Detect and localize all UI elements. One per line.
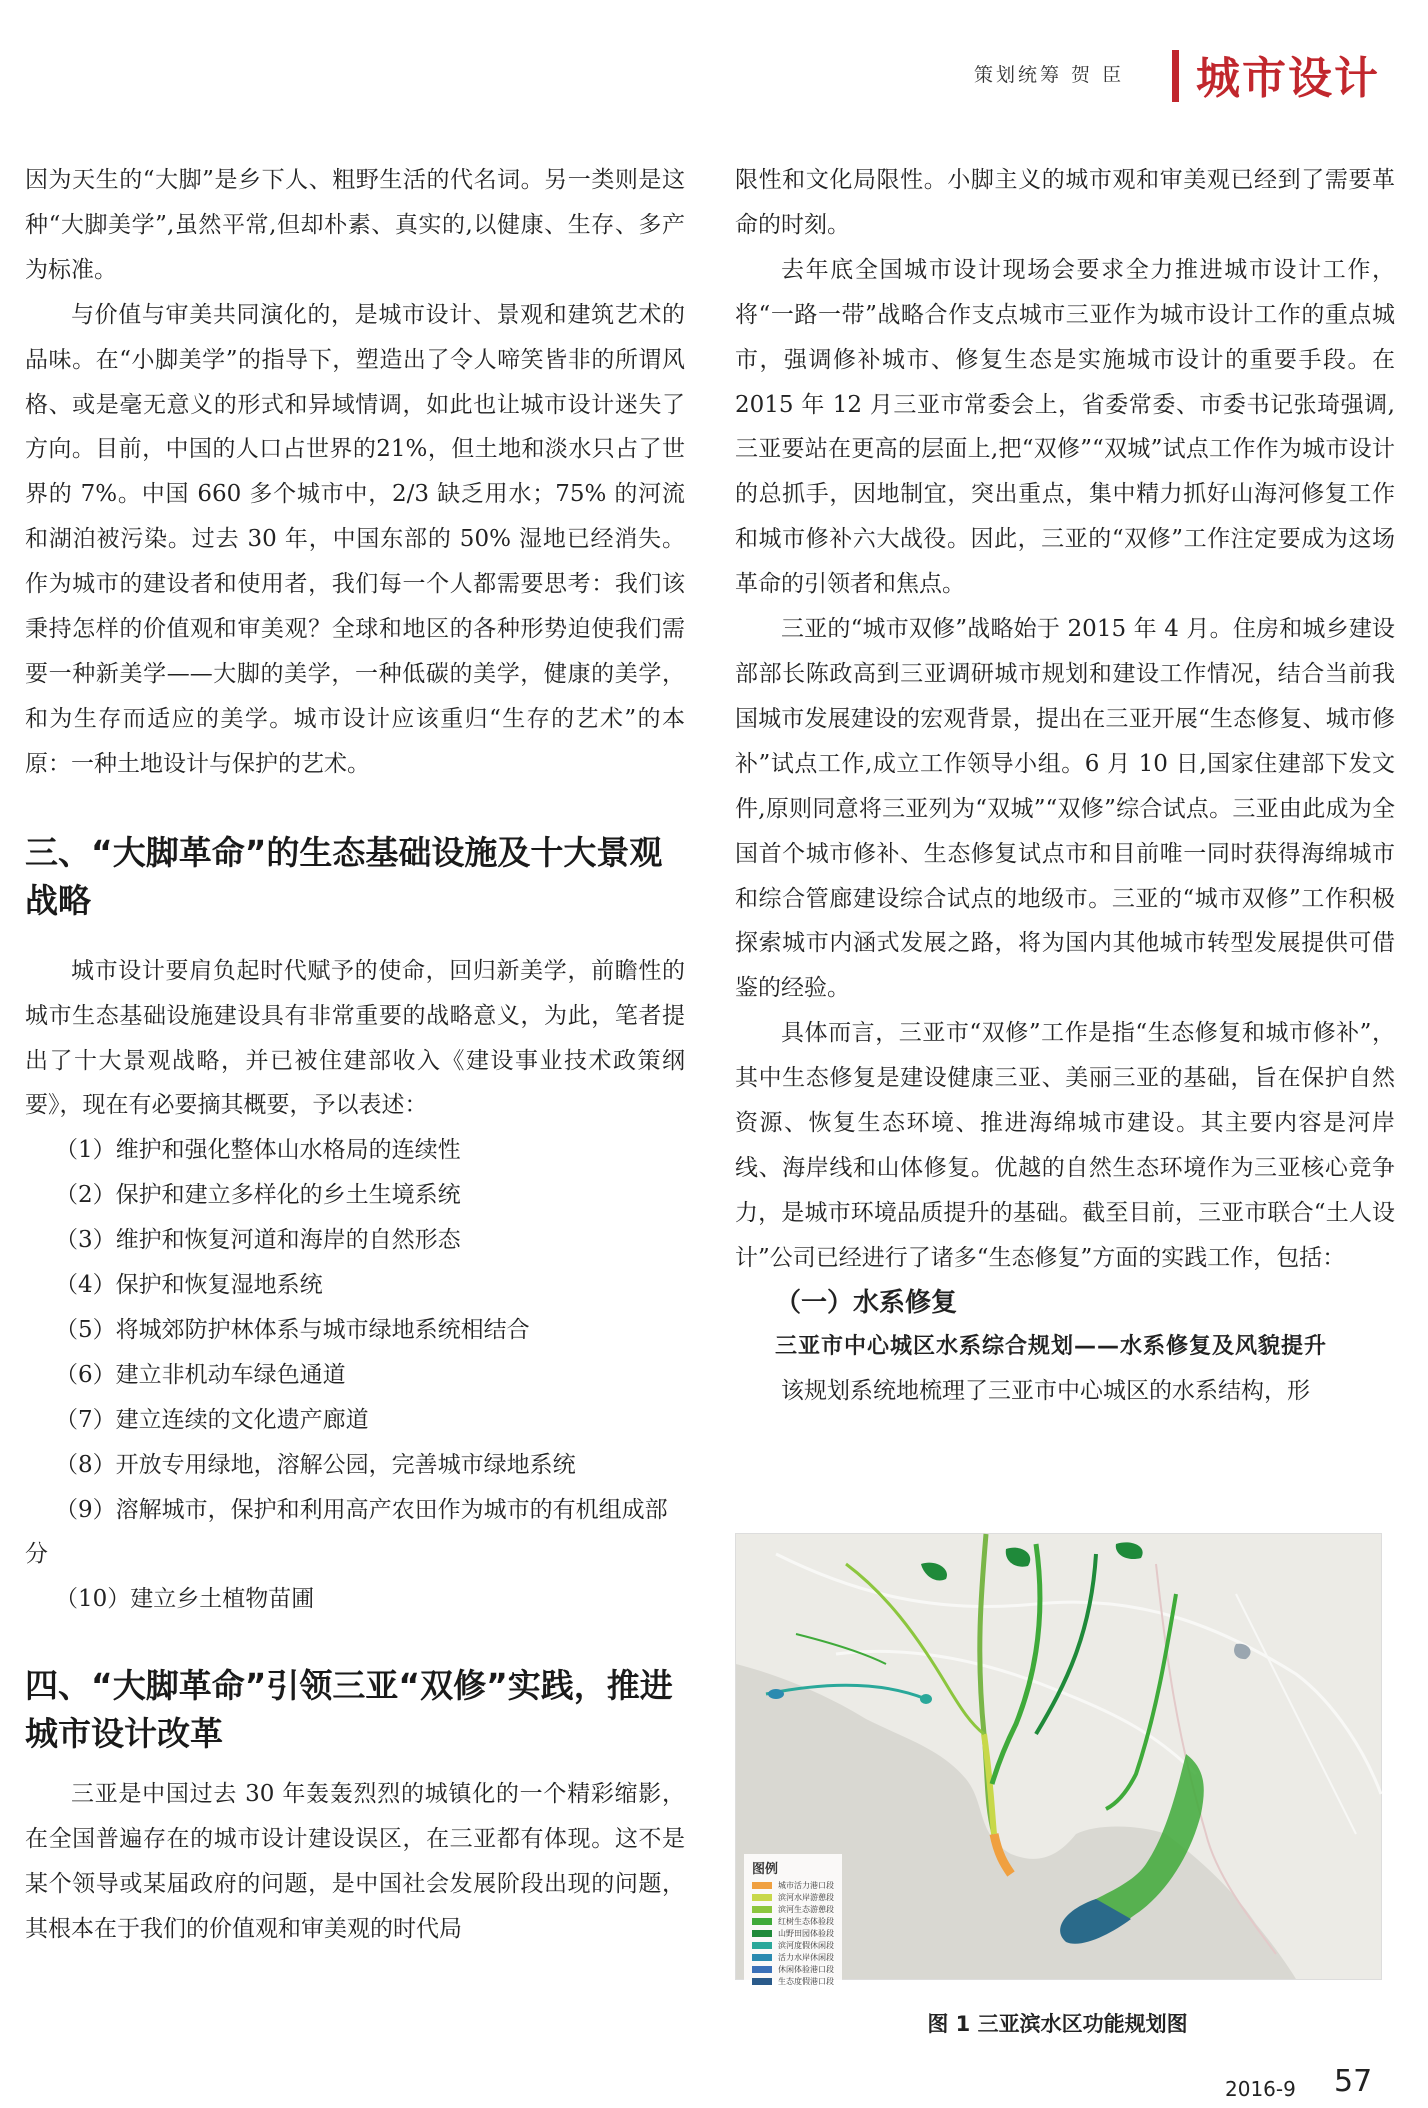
- paragraph: 与价值与审美共同演化的，是城市设计、景观和建筑艺术的品味。在“小脚美学”的指导下，塑造出了令人啼笑皆非的所谓风格、或是毫无意义的形式和异域情调，如此也让城市设计迷失了方向。目前，中国的人口占世界的21%，但土地和淡水只占了世界的 7%。中国 660 多个城市中，2/3 缺乏用水；75% 的河流和湖泊被污染。过去 30 年，中国东部的 50% 湿地已经消失。作为城市的建设者和使用者，我们每一个人都需要思考：我们该秉持怎样的价值观和审美观？全球和地区的各种形势迫使我们需要一种新美学——大脚的美学，一种低碳的美学，健康的美学，和为生存而适应的美学。城市设计应该重归“生存的艺术”的本原：一种土地设计与保护的艺术。: [25, 301, 685, 777]
- list-item: （1）维护和强化整体山水格局的连续性: [55, 1137, 461, 1164]
- legend-item: [752, 1879, 834, 1891]
- figure-caption: 图 1 三亚滨水区功能规划图: [927, 2012, 1188, 2036]
- list-item: （4）保护和恢复湿地系统: [55, 1272, 323, 1299]
- paragraph: 因为天生的“大脚”是乡下人、粗野生活的代名词。另一类则是这种“大脚美学”,虽然平常,但却朴素、真实的,以健康、生存、多产为标准。: [25, 167, 685, 283]
- subsection-heading: （一）水系修复: [775, 1287, 958, 1318]
- header-accent-bar: [1172, 50, 1179, 102]
- page-number: 57: [1334, 2064, 1373, 2099]
- list-item: （3）维护和恢复河道和海岸的自然形态: [55, 1227, 461, 1254]
- map-legend: [744, 1854, 842, 1993]
- river-mouth: [768, 1689, 784, 1699]
- legend-swatch: [752, 1942, 772, 1949]
- issue-number: 2016-9: [1225, 2077, 1296, 2101]
- list-item: （10）建立乡土植物苗圃: [55, 1586, 315, 1613]
- legend-item: [752, 1975, 834, 1987]
- legend-label: 滨河生态游憩段: [778, 1904, 834, 1914]
- list-item: （2）保护和建立多样化的乡土生境系统: [55, 1182, 461, 1209]
- list-item: （6）建立非机动车绿色通道: [55, 1361, 346, 1388]
- legend-swatch: [752, 1966, 772, 1973]
- legend-label: 城市活力港口段: [778, 1880, 834, 1890]
- paragraph: 限性和文化局限性。小脚主义的城市观和审美观已经到了需要革命的时刻。: [735, 167, 1395, 238]
- legend-label: 滨河水岸游憩段: [778, 1892, 834, 1902]
- legend-item: [752, 1915, 834, 1927]
- legend-item: [752, 1951, 834, 1963]
- legend-label: 活力水岸休闲段: [778, 1952, 834, 1962]
- list-item: （9）溶解城市，保护和利用高产农田作为城市的有机组成部分: [25, 1496, 668, 1568]
- list-item: （5）将城郊防护林体系与城市绿地系统相结合: [55, 1316, 530, 1343]
- legend-item: [752, 1963, 834, 1975]
- legend-swatch: [752, 1894, 772, 1901]
- legend-title: 图例: [752, 1862, 779, 1877]
- section-heading: 四、“大脚革命”引领三亚“双修”实践，推进城市设计改革: [25, 1666, 673, 1754]
- legend-swatch: [752, 1954, 772, 1961]
- legend-swatch: [752, 1906, 772, 1913]
- legend-label: 红树生态体验段: [778, 1916, 834, 1926]
- legend-item: [752, 1903, 834, 1915]
- plan-title: 三亚市中心城区水系综合规划——水系修复及风貌提升: [775, 1333, 1328, 1359]
- legend-swatch: [752, 1882, 772, 1889]
- river-mouth: [920, 1694, 932, 1704]
- right-column: [735, 158, 1395, 1414]
- legend-label: 滨河度假休闲段: [778, 1940, 834, 1950]
- list-item: （8）开放专用绿地，溶解公园，完善城市绿地系统: [55, 1451, 576, 1478]
- header-credit: 策划统筹 贺 臣: [974, 64, 1125, 86]
- section-title: 城市设计: [1196, 53, 1380, 104]
- paragraph: 该规划系统地梳理了三亚市中心城区的水系结构，形: [781, 1377, 1310, 1404]
- section-heading: 三、“大脚革命”的生态基础设施及十大景观战略: [25, 832, 663, 920]
- legend-item: [752, 1939, 834, 1951]
- legend-item: [752, 1891, 834, 1903]
- paragraph: 去年底全国城市设计现场会要求全力推进城市设计工作，将“一路一带”战略合作支点城市三亚作为城市设计工作的重点城市，强调修补城市、修复生态是实施城市设计的重要手段。在 2015 年 12 月三亚市常委会上，省委常委、市委书记张琦强调,三亚要站在更高的层面上,把“双修”“双城”试点工作作为城市设计的总抓手，因地制宜，突出重点，集中精力抓好山海河修复工作和城市修补六大战役。因此，三亚的“双修”工作注定要成为这场革命的引领者和焦点。: [735, 256, 1395, 598]
- list-item: （7）建立连续的文化遗产廊道: [55, 1406, 369, 1433]
- paragraph: 三亚的“城市双修”战略始于 2015 年 4 月。住房和城乡建设部部长陈政高到三亚调研城市规划和建设工作情况，结合当前我国城市发展建设的宏观背景，提出在三亚开展“生态修复、城市修补”试点工作,成立工作领导小组。6 月 10 日,国家住建部下发文件,原则同意将三亚列为“双城”“双修”综合试点。三亚由此成为全国首个城市修补、生态修复试点市和目前唯一同时获得海绵城市和综合管廊建设综合试点的地级市。三亚的“城市双修”工作积极探索城市内涵式发展之路，将为国内其他城市转型发展提供可借鉴的经验。: [735, 616, 1395, 1002]
- legend-swatch: [752, 1918, 772, 1925]
- paragraph: 具体而言，三亚市“双修”工作是指“生态修复和城市修补”，其中生态修复是建设健康三亚、美丽三亚的基础，旨在保护自然资源、恢复生态环境、推进海绵城市建设。其主要内容是河岸线、海岸线和山体修复。优越的自然生态环境作为三亚核心竞争力，是城市环境品质提升的基础。截至目前，三亚市联合“土人设计”公司已经进行了诸多“生态修复”方面的实践工作，包括：: [735, 1020, 1395, 1271]
- legend-label: 山野田园体验段: [778, 1928, 834, 1938]
- legend-item: [752, 1927, 834, 1939]
- map-figure: [735, 1533, 1382, 1986]
- paragraph: 城市设计要肩负起时代赋予的使命，回归新美学，前瞻性的城市生态基础设施建设具有非常重要的战略意义，为此，笔者提出了十大景观战略，并已被住建部收入《建设事业技术政策纲要》，现在有必要摘其概要，予以表述：: [25, 957, 685, 1119]
- paragraph: 三亚是中国过去 30 年轰轰烈烈的城镇化的一个精彩缩影，在全国普遍存在的城市设计建设误区，在三亚都有体现。这不是某个领导或某届政府的问题，是中国社会发展阶段出现的问题，其根本在于我们的价值观和审美观的时代局: [25, 1781, 685, 1942]
- legend-swatch: [752, 1978, 772, 1985]
- legend-label: 休闲体验港口段: [778, 1964, 834, 1974]
- legend-swatch: [752, 1930, 772, 1937]
- legend-label: 生态度假港口段: [778, 1976, 834, 1986]
- strategy-list: [25, 1128, 685, 1622]
- left-column: [25, 158, 685, 1952]
